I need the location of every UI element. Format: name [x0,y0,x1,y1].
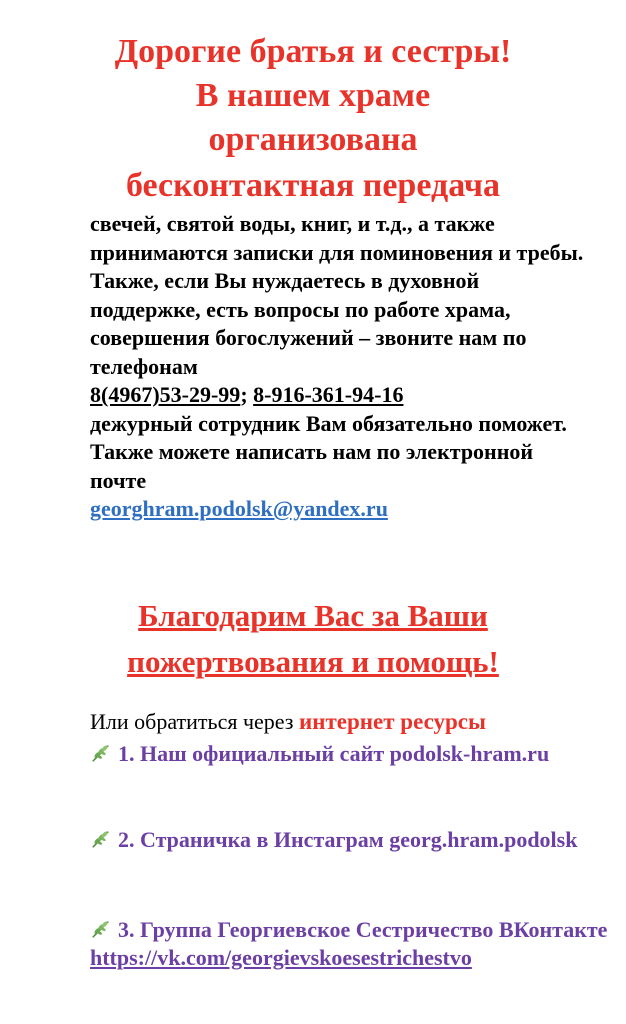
phone-number-1[interactable]: 8(4967)53-29-99 [90,382,241,407]
resource-text-1: 1. Наш официальный сайт podolsk-hram.ru [118,741,550,766]
resource-item-2[interactable] [90,826,610,854]
body-paragraph-candles: свечей, святой воды, книг, и т.д., а также принимаются записки для поминовения и требы. [90,211,584,265]
thanks-line-1: Благодарим Вас за Ваши [138,598,488,633]
body-paragraph-support: Также, если Вы нуждаетесь в духовной поддержке, есть вопросы по работе храма, совершения богослужений – звоните нам по телефонам [90,268,527,379]
phone-separator: ; [240,382,248,407]
body-paragraph-email: Также можете написать нам по электронной почте [90,439,534,493]
leaf-icon [90,742,112,764]
contact-intro [90,708,610,736]
resource-item-1[interactable] [90,740,610,768]
leaf-icon [90,918,112,940]
heading-line-2: В нашем храме [195,77,431,114]
heading-line-4: бесконтактная передача [125,167,501,204]
vk-link[interactable]: https://vk.com/georgievskoesestrichestvo [90,945,472,970]
phone-number-2[interactable]: 8-916-361-94-16 [253,382,404,407]
heading-line-3: организована [208,121,418,158]
contact-intro-accent: интернет ресурсы [299,709,486,734]
resource-text-3: 3. Группа Георгиевское Сестричество ВКонтакте [118,917,608,942]
email-line [90,495,590,524]
resource-text-2: 2. Страничка в Инстаграм georg.hram.podolsk [118,827,578,852]
phone-line [90,381,590,410]
leaf-icon [90,828,112,850]
resource-item-3[interactable] [90,916,610,972]
body-text [90,210,590,524]
thanks-line-2: пожертвования и помощь! [127,644,499,679]
email-link[interactable]: georghram.podolsk@yandex.ru [90,496,388,521]
body-paragraph-duty: дежурный сотрудник Вам обязательно поможет. [90,410,567,436]
heading-line-1: Дорогие братья и сестры! [114,33,512,70]
contact-intro-text: Или обратиться через [90,709,294,734]
